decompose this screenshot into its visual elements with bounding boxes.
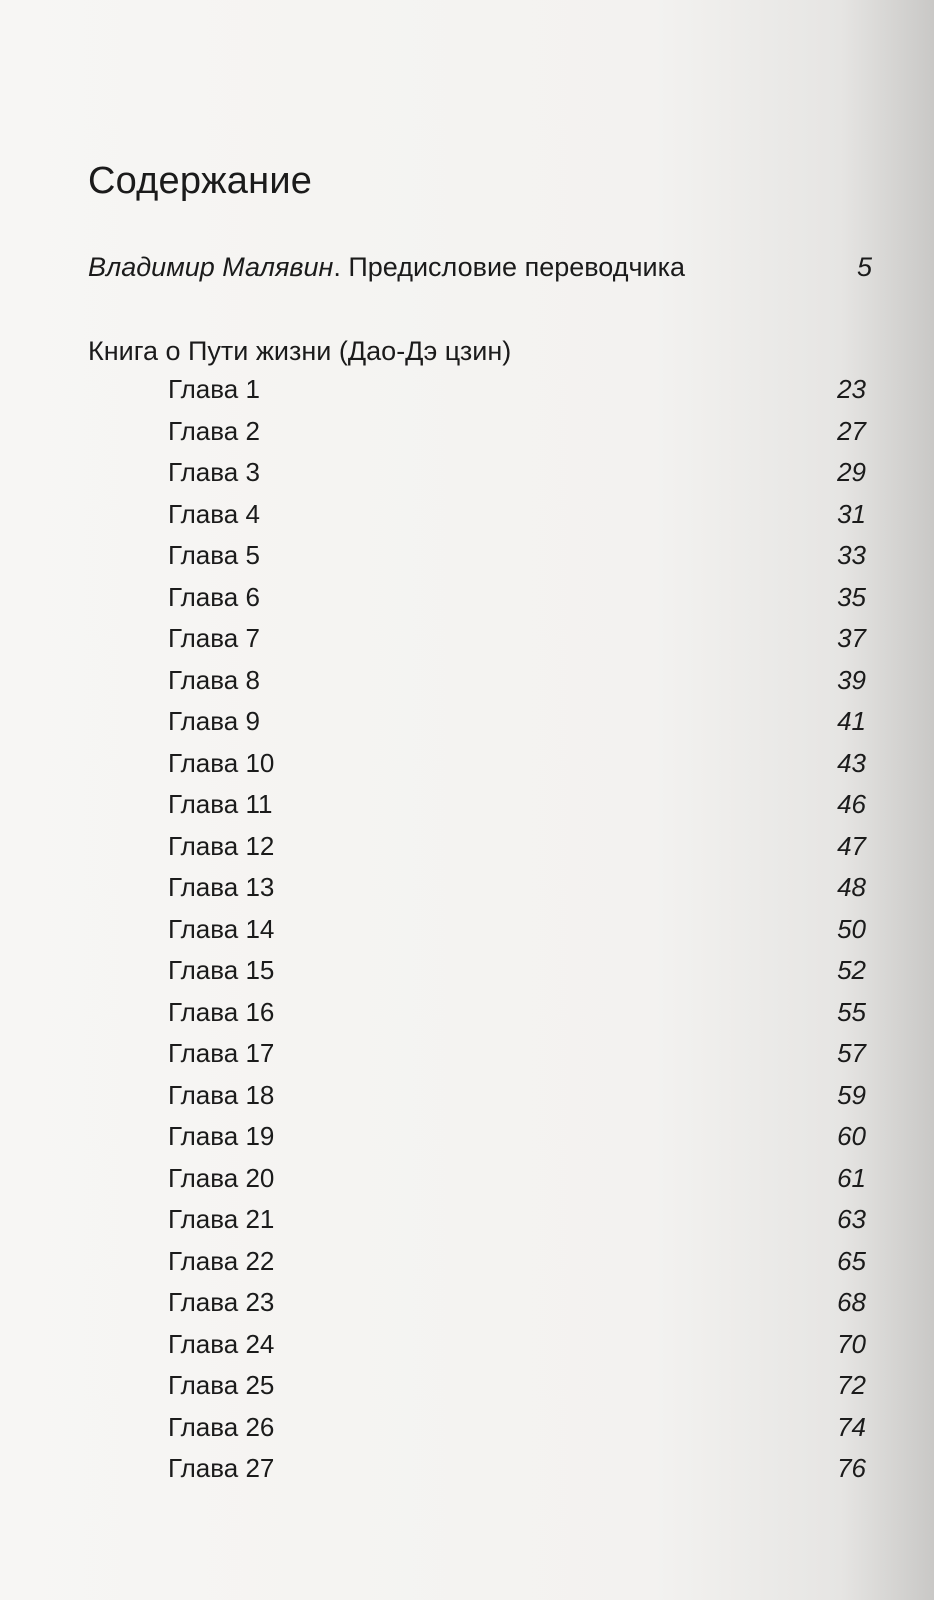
chapter-page-number: 61 bbox=[837, 1162, 866, 1193]
chapter-page-number: 31 bbox=[837, 498, 866, 529]
chapter-page-number: 48 bbox=[837, 872, 866, 902]
chapter-label: Глава 3 bbox=[168, 457, 260, 487]
toc-entry-chapter bbox=[0, 872, 934, 914]
chapter-page-number: 52 bbox=[837, 955, 866, 985]
chapter-page-number: 35 bbox=[837, 581, 866, 612]
chapter-page-number: 70 bbox=[837, 1328, 866, 1359]
chapter-label: Глава 25 bbox=[168, 1370, 275, 1400]
toc-entry-chapter bbox=[0, 665, 934, 707]
toc-entry-chapter bbox=[0, 1412, 934, 1454]
chapter-label: Глава 11 bbox=[168, 789, 273, 819]
chapter-page-number: 76 bbox=[837, 1453, 866, 1483]
toc-entry-chapter bbox=[0, 623, 934, 665]
chapter-label: Глава 14 bbox=[168, 913, 275, 944]
toc-entry-chapter bbox=[0, 1370, 934, 1412]
chapter-page-number: 72 bbox=[837, 1370, 866, 1400]
toc-entry-chapter bbox=[0, 1163, 934, 1205]
toc-entry-chapter bbox=[0, 955, 934, 997]
toc-entry-chapter bbox=[0, 374, 934, 416]
toc-entry-chapter bbox=[0, 706, 934, 748]
toc-entry-chapter bbox=[0, 1204, 934, 1246]
toc-entry-chapter bbox=[0, 1287, 934, 1329]
preface-author: Владимир Малявин bbox=[88, 252, 334, 282]
book-section-title: Книга о Пути жизни (Дао-Дэ цзин) bbox=[88, 336, 512, 366]
chapter-page-number: 59 bbox=[837, 1079, 866, 1110]
chapter-page-number: 68 bbox=[837, 1287, 866, 1317]
chapter-page-number: 65 bbox=[837, 1245, 866, 1276]
toc-entry-preface bbox=[88, 252, 872, 292]
toc-entry-chapter bbox=[0, 1038, 934, 1080]
toc-entry-chapter bbox=[0, 582, 934, 624]
chapter-label: Глава 22 bbox=[168, 1245, 275, 1276]
chapter-label: Глава 13 bbox=[168, 872, 275, 902]
chapter-label: Глава 15 bbox=[168, 955, 275, 985]
chapter-page-number: 57 bbox=[837, 1038, 866, 1068]
chapter-page-number: 43 bbox=[837, 747, 866, 778]
chapter-label: Глава 10 bbox=[168, 747, 275, 778]
toc-entry-chapter bbox=[0, 1453, 934, 1495]
chapter-list bbox=[0, 374, 934, 1495]
toc-title: Содержание bbox=[88, 160, 313, 202]
chapter-label: Глава 7 bbox=[168, 623, 260, 653]
chapter-page-number: 46 bbox=[837, 789, 866, 819]
chapter-label: Глава 9 bbox=[168, 706, 260, 736]
chapter-label: Глава 23 bbox=[168, 1287, 275, 1317]
chapter-label: Глава 18 bbox=[168, 1079, 275, 1110]
toc-entry-chapter bbox=[0, 1329, 934, 1371]
chapter-label: Глава 12 bbox=[168, 830, 275, 861]
chapter-label: Глава 1 bbox=[168, 374, 260, 404]
chapter-page-number: 50 bbox=[837, 913, 866, 944]
toc-entry-chapter bbox=[0, 1246, 934, 1288]
chapter-page-number: 63 bbox=[837, 1204, 866, 1234]
chapter-page-number: 74 bbox=[837, 1411, 866, 1442]
preface-title: . Предисловие переводчика bbox=[333, 252, 686, 282]
chapter-label: Глава 6 bbox=[168, 581, 260, 612]
chapter-label: Глава 8 bbox=[168, 664, 260, 695]
toc-entry-chapter bbox=[0, 997, 934, 1039]
chapter-label: Глава 5 bbox=[168, 540, 260, 570]
chapter-label: Глава 27 bbox=[168, 1453, 275, 1483]
chapter-label: Глава 2 bbox=[168, 415, 260, 446]
toc-entry-chapter bbox=[0, 789, 934, 831]
chapter-label: Глава 16 bbox=[168, 996, 275, 1027]
toc-entry-chapter bbox=[0, 499, 934, 541]
toc-entry-chapter bbox=[0, 748, 934, 790]
toc-entry-chapter bbox=[0, 416, 934, 458]
chapter-page-number: 60 bbox=[837, 1121, 866, 1151]
chapter-label: Глава 26 bbox=[168, 1411, 275, 1442]
chapter-page-number: 27 bbox=[837, 415, 866, 446]
chapter-page-number: 37 bbox=[837, 623, 866, 653]
chapter-label: Глава 19 bbox=[168, 1121, 275, 1151]
chapter-label: Глава 4 bbox=[168, 498, 260, 529]
preface-page-number: 5 bbox=[856, 252, 872, 282]
chapter-page-number: 29 bbox=[837, 457, 866, 487]
toc-entry-chapter bbox=[0, 540, 934, 582]
chapter-page-number: 41 bbox=[837, 706, 866, 736]
chapter-label: Глава 21 bbox=[168, 1204, 275, 1234]
toc-entry-chapter bbox=[0, 1080, 934, 1122]
chapter-page-number: 39 bbox=[837, 664, 866, 695]
chapter-label: Глава 24 bbox=[168, 1328, 275, 1359]
toc-entry-chapter bbox=[0, 914, 934, 956]
toc-entry-chapter bbox=[0, 831, 934, 873]
chapter-label: Глава 17 bbox=[168, 1038, 275, 1068]
toc-entry-chapter bbox=[0, 1121, 934, 1163]
chapter-page-number: 47 bbox=[837, 830, 866, 861]
chapter-label: Глава 20 bbox=[168, 1162, 275, 1193]
chapter-page-number: 23 bbox=[837, 374, 866, 404]
chapter-page-number: 55 bbox=[837, 996, 866, 1027]
toc-entry-chapter bbox=[0, 457, 934, 499]
chapter-page-number: 33 bbox=[837, 540, 866, 570]
